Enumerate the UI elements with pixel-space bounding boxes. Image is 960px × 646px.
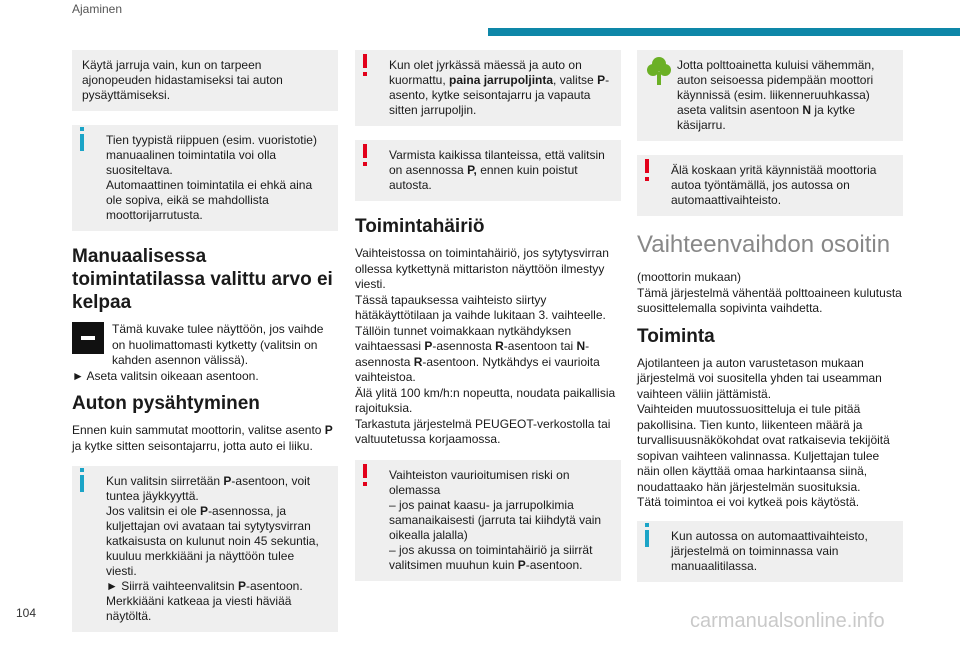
bold-text: P xyxy=(237,579,246,593)
text: Kun valitsin siirretään xyxy=(106,474,224,488)
bold-text: P xyxy=(200,504,209,518)
paragraph: Tätä toimintoa ei voi kytkeä pois käytöstä. xyxy=(637,495,860,509)
text: -asennosta xyxy=(432,339,496,353)
eco-box-fuel xyxy=(637,50,903,141)
paragraph: Ajotilanteen ja auton varustetason mukaan järjestelmä voi suositella yhden tai useamman vaihteen väliin jättämistä. xyxy=(637,355,882,401)
bold-text: N xyxy=(576,339,586,353)
warning-line xyxy=(389,543,611,573)
bold-text: P xyxy=(424,339,433,353)
paragraph: Älä ylitä 100 km/h:n nopeutta, noudata paikallisia rajoituksia. xyxy=(355,385,616,415)
manual-instruction: ► Aseta valitsin oikeaan asentoon. xyxy=(72,368,259,383)
paragraph: Vaihteiden muutossuositteluja ei tule pitää pakollisina. Tien kunto, liikenteen määrä ja turvallisuusnäkökohdat ovat ratkaisevia tekijöitä sopivan vaihteen valinnassa. Kuljettajan tulee näin ollen käyttää omaa harkintaansa siinä, noudattaako hän järjestelmän suosituksia. xyxy=(637,402,890,494)
text: ennen kuin poistut autosta. xyxy=(389,163,578,192)
text: -asentoon. xyxy=(525,557,583,572)
warning-box-park-check xyxy=(355,140,621,201)
info-line xyxy=(106,504,328,579)
info-box-manual-mode xyxy=(72,125,338,231)
paragraph: Vaihteistossa on toimintahäiriö, jos sytytysvirran ollessa kytkettynä mittariston näyttöön ilmestyy viesti. xyxy=(355,246,609,291)
header-accent-bar xyxy=(488,28,960,36)
text: -asennossa, ja kuljettajan ovi avataan tai sytytysvirran katkaisusta on kulunut noin 45 sekuntia, kuuluu merkkiääni ja näyttöön tulee viesti. xyxy=(106,504,319,578)
text: -asennosta xyxy=(355,339,590,369)
info-icon xyxy=(80,127,84,151)
info-text: Automaattinen toimintatila ei ehkä aina ole sopiva, eikä se mahdollista moottorijarrutusta. xyxy=(106,178,313,222)
text: -asentoon. Nytkähdys ei vaurioita vaihteistoa. xyxy=(355,354,600,384)
text: -asento, kytke seisontajarru ja vapauta sitten jarrupoljin. xyxy=(389,73,610,117)
text: -asentoon. xyxy=(245,579,303,593)
info-line xyxy=(106,474,328,504)
heading-malfunction: Toimintahäiriö xyxy=(355,216,485,237)
info-box-park xyxy=(72,466,338,632)
paragraph: (moottorin mukaan) xyxy=(637,270,742,284)
warning-icon xyxy=(363,464,367,478)
paragraph: Tässä tapauksessa vaihteisto siirtyy hätäkäyttötilaan ja vaihde lukitaan 3. vaihteelle. xyxy=(355,292,606,322)
text: , valitse xyxy=(553,73,598,87)
text: Tällöin tunnet voimakkaan nytkähdyksen vaihtaessasi xyxy=(355,323,572,353)
text: ► Siirrä vaihteenvalitsin xyxy=(106,579,238,593)
eco-tree-icon xyxy=(647,56,671,86)
bold-text: P xyxy=(597,73,606,87)
bold-text: R xyxy=(495,339,504,353)
text: Kun autossa on automaattivaihteisto, järjestelmä on toiminnassa vain manuaalitilassa. xyxy=(671,528,868,573)
text: Jos valitsin ei ole xyxy=(106,504,201,518)
text: Varmista kaikissa tilanteissa, että valitsin on asennossa xyxy=(389,148,605,177)
column-3 xyxy=(637,50,903,596)
heading-operation: Toiminta xyxy=(637,325,715,347)
minus-icon xyxy=(72,322,104,354)
bold-text: P xyxy=(517,557,526,572)
bold-text: R xyxy=(413,354,423,369)
info-line: Merkkiääni katkeaa ja viesti häviää näytöltä. xyxy=(106,594,292,623)
text: -asentoon tai xyxy=(503,339,577,353)
info-text: Tien tyypistä riippuen (esim. vuoristotie) manuaalinen toimintatila voi olla suositeltava. xyxy=(106,133,317,177)
warning-box-damage xyxy=(355,460,621,581)
manual-paragraph xyxy=(72,322,338,369)
info-icon xyxy=(80,468,84,492)
text: ja kytke käsijarru. xyxy=(677,103,856,132)
column-1 xyxy=(72,50,338,646)
paragraph: Tarkastuta järjestelmä PEUGEOT-verkostolla tai valtuutetussa korjaamossa. xyxy=(355,416,611,446)
warning-box-push-start xyxy=(637,155,903,216)
warning-line: Vaihteiston vaurioitumisen riski on olemassa xyxy=(389,467,570,497)
warning-box-hill xyxy=(355,50,621,126)
watermark: carmanualsonline.info xyxy=(690,610,885,632)
operation-text xyxy=(637,356,903,511)
note-text: Käytä jarruja vain, kun on tarpeen ajonopeuden hidastamiseksi tai auton pysäyttämiseksi. xyxy=(82,58,283,102)
heading-gear-indicator: Vaihteenvaihdon osoitin xyxy=(637,231,891,258)
info-icon xyxy=(645,523,649,547)
text: Kun olet jyrkässä mäessä ja auto on kuormattu, xyxy=(389,58,582,87)
paragraph: Tämä järjestelmä vähentää polttoaineen kulutusta suosittelemalla sopivinta vaihdetta. xyxy=(637,285,902,315)
info-box-manual-only xyxy=(637,521,903,582)
warning-icon xyxy=(363,54,367,68)
text: Älä koskaan yritä käynnistää moottoria autoa työntämällä, jos autossa on automaattivaihteisto. xyxy=(671,163,877,207)
gear-indicator-text xyxy=(637,270,903,317)
bold-text: N xyxy=(802,103,812,117)
bold-text: P xyxy=(223,474,232,488)
heading-stopping: Auton pysähtyminen xyxy=(72,393,260,414)
bold-text: P xyxy=(324,423,333,437)
paragraph xyxy=(355,324,621,386)
bold-text: paina jarrupoljinta xyxy=(449,73,554,87)
stop-paragraph xyxy=(72,423,338,454)
page-number: 104 xyxy=(16,606,37,620)
malfunction-text xyxy=(355,246,621,448)
text: Ennen kuin sammutat moottorin, valitse asento xyxy=(72,423,325,437)
text: ja kytke sitten seisontajarru, jotta auto ei liiku. xyxy=(72,438,313,453)
warning-line: – jos painat kaasu- ja jarrupolkimia samanaikaisesti (jarruta tai kiihdytä vain oikealla jalalla) xyxy=(389,497,602,542)
paragraph-text: Tämä kuvake tulee näyttöön, jos vaihde on huolimattomasti kytketty (valitsin on kahden asennon välissä). xyxy=(112,322,324,367)
note-box-brakes xyxy=(72,50,338,111)
column-2 xyxy=(355,50,621,595)
text: – jos akussa on toimintahäiriö ja siirrät valitsimen muuhun kuin xyxy=(389,542,593,572)
warning-icon xyxy=(645,159,649,173)
text: Jotta polttoainetta kuluisi vähemmän, auton seisoessa pidempään moottori käynnissä (esim. liikenneruuhkassa) aseta valitsin asentoon xyxy=(677,58,875,117)
heading-manual-invalid: Manuaalisessa toimintatilassa valittu arvo ei kelpaa xyxy=(72,246,333,313)
text: -asentoon, voit tuntea jäykkyyttä. xyxy=(106,474,311,503)
info-line xyxy=(106,579,328,594)
section-header: Ajaminen xyxy=(72,2,123,16)
warning-icon xyxy=(363,144,367,158)
bold-text: P, xyxy=(467,163,477,177)
